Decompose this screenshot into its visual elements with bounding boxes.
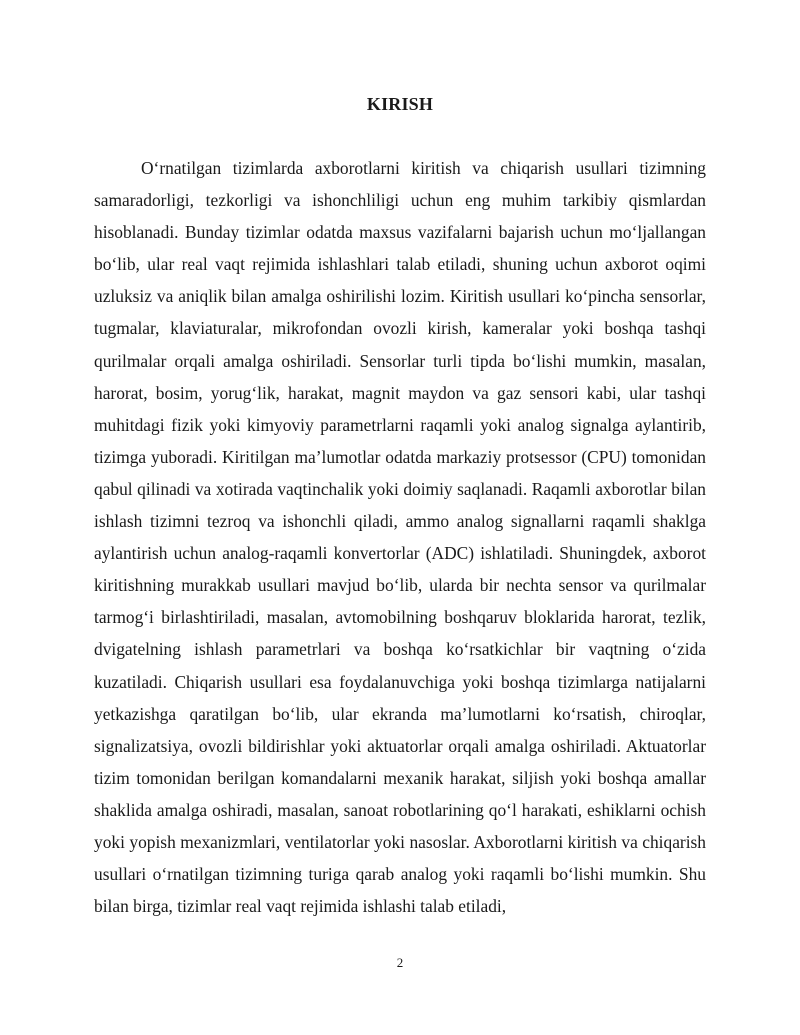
body-paragraph: O‘rnatilgan tizimlarda axborotlarni kiritish va chiqarish usullari tizimning samaradorligi, tezkorligi va ishonchliligi uchun eng muhim tarkibiy qismlardan hisoblanadi. Bunday tizimlar odatda maxsus vazifalarni bajarish uchun mo‘ljallangan bo‘lib, ular real vaqt rejimida ishlashlari talab etiladi, shuning uchun axborot oqimi uzluksiz va aniqlik bilan amalga oshirilishi lozim. Kiritish usullari ko‘pincha sensorlar, tugmalar, klaviaturalar, mikrofondan ovozli kirish, kameralar yoki boshqa tashqi qurilmalar orqali amalga oshiriladi. Sensorlar turli tipda bo‘lishi mumkin, masalan, harorat, bosim, yorug‘lik, harakat, magnit maydon va gaz sensori kabi, ular tashqi muhitdagi fizik yoki kimyoviy parametrlarni raqamli yoki analog signalga aylantirib, tizimga yuboradi. Kiritilgan ma’lumotlar odatda markaziy protsessor (CPU) tomonidan qabul qilinadi va xotirada vaqtinchalik yoki doimiy saqlanadi. Raqamli axborotlar bilan ishlash tizimni tezroq va ishonchli qiladi, ammo analog signallarni raqamli shaklga aylantirish uchun analog-raqamli konvertorlar (ADC) ishlatiladi. Shuningdek, axborot kiritishning murakkab usullari mavjud bo‘lib, ularda bir nechta sensor va qurilmalar tarmog‘i birlashtiriladi, masalan, avtomobilning boshqaruv bloklarida harorat, tezlik, dvigatelning ishlash parametrlari va boshqa ko‘rsatkichlar bir vaqtning o‘zida kuzatiladi. Chiqarish usullari esa foydalanuvchiga yoki boshqa tizimlarga natijalarni yetkazishga qaratilgan bo‘lib, ular ekranda ma’lumotlarni ko‘rsatish, chiroqlar, signalizatsiya, ovozli bildirishlar yoki aktuatorlar orqali amalga oshiriladi. Aktuatorlar tizim tomonidan berilgan komandalarni mexanik harakat, siljish yoki boshqa amallar shaklida amalga oshiradi, masalan, sanoat robotlarining qo‘l harakati, eshiklarni ochish yoki yopish mexanizmlari, ventilatorlar yoki nasoslar. Axborotlarni kiritish va chiqarish usullari o‘rnatilgan tizimning turiga qarab analog yoki raqamli bo‘lishi mumkin. Shu bilan birga, tizimlar real vaqt rejimida ishlashi talab etiladi,	[94, 158, 706, 917]
page-number: 2	[396, 955, 404, 970]
section-heading: KIRISH	[366, 94, 434, 114]
